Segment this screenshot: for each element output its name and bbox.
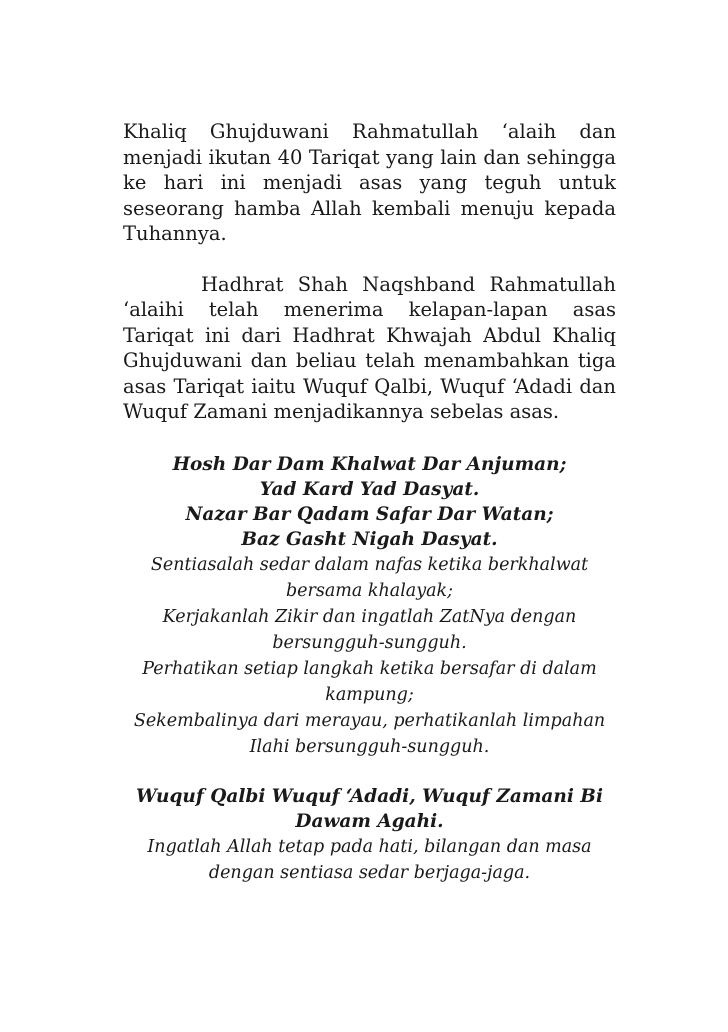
verse-line-2: Yad Kard Yad Dasyat. (259, 478, 480, 500)
verse-line-1: Hosh Dar Dam Khalwat Dar Anjuman; (172, 453, 567, 475)
verse-block-1 (123, 452, 616, 760)
verse-translation-1: Sentiasalah sedar dalam nafas ketika berkhalwat bersama khalayak; (150, 554, 589, 601)
verse-translation-2: Kerjakanlah Zikir dan ingatlah ZatNya dengan bersungguh-sungguh. (162, 606, 577, 653)
verse2-line-1: Wuquf Qalbi Wuquf ‘Adadi, Wuquf Zamani Bi Dawam Agahi. (136, 785, 603, 832)
verse-translation-4: Sekembalinya dari merayau, perhatikanlah limpahan Ilahi bersungguh-sungguh. (133, 710, 606, 757)
verse-translation-3: Perhatikan setiap langkah ketika bersafar di dalam kampung; (142, 658, 597, 705)
verse-block-2 (123, 784, 616, 886)
document-page (123, 119, 616, 886)
paragraph-1: Khaliq Ghujduwani Rahmatullah ‘alaih dan menjadi ikutan 40 Tariqat yang lain dan sehingga ke hari ini menjadi asas yang teguh untuk seseorang hamba Allah kembali menuju kepada Tuhannya. (123, 120, 616, 245)
verse-line-3: Nazar Bar Qadam Safar Dar Watan; (185, 503, 554, 525)
paragraph-2: Hadhrat Shah Naqshband Rahmatullah ‘alaihi telah menerima kelapan-lapan asas Tariqat ini dari Hadhrat Khwajah Abdul Khaliq Ghujduwani dan beliau telah menambahkan tiga asas Tariqat iaitu Wuquf Qalbi, Wuquf ‘Adadi dan Wuquf Zamani menjadikannya sebelas asas. (123, 272, 616, 423)
verse-line-4: Baz Gasht Nigah Dasyat. (241, 528, 498, 550)
verse2-translation-1: Ingatlah Allah tetap pada hati, bilangan dan masa dengan sentiasa sedar berjaga-jaga. (147, 836, 592, 883)
